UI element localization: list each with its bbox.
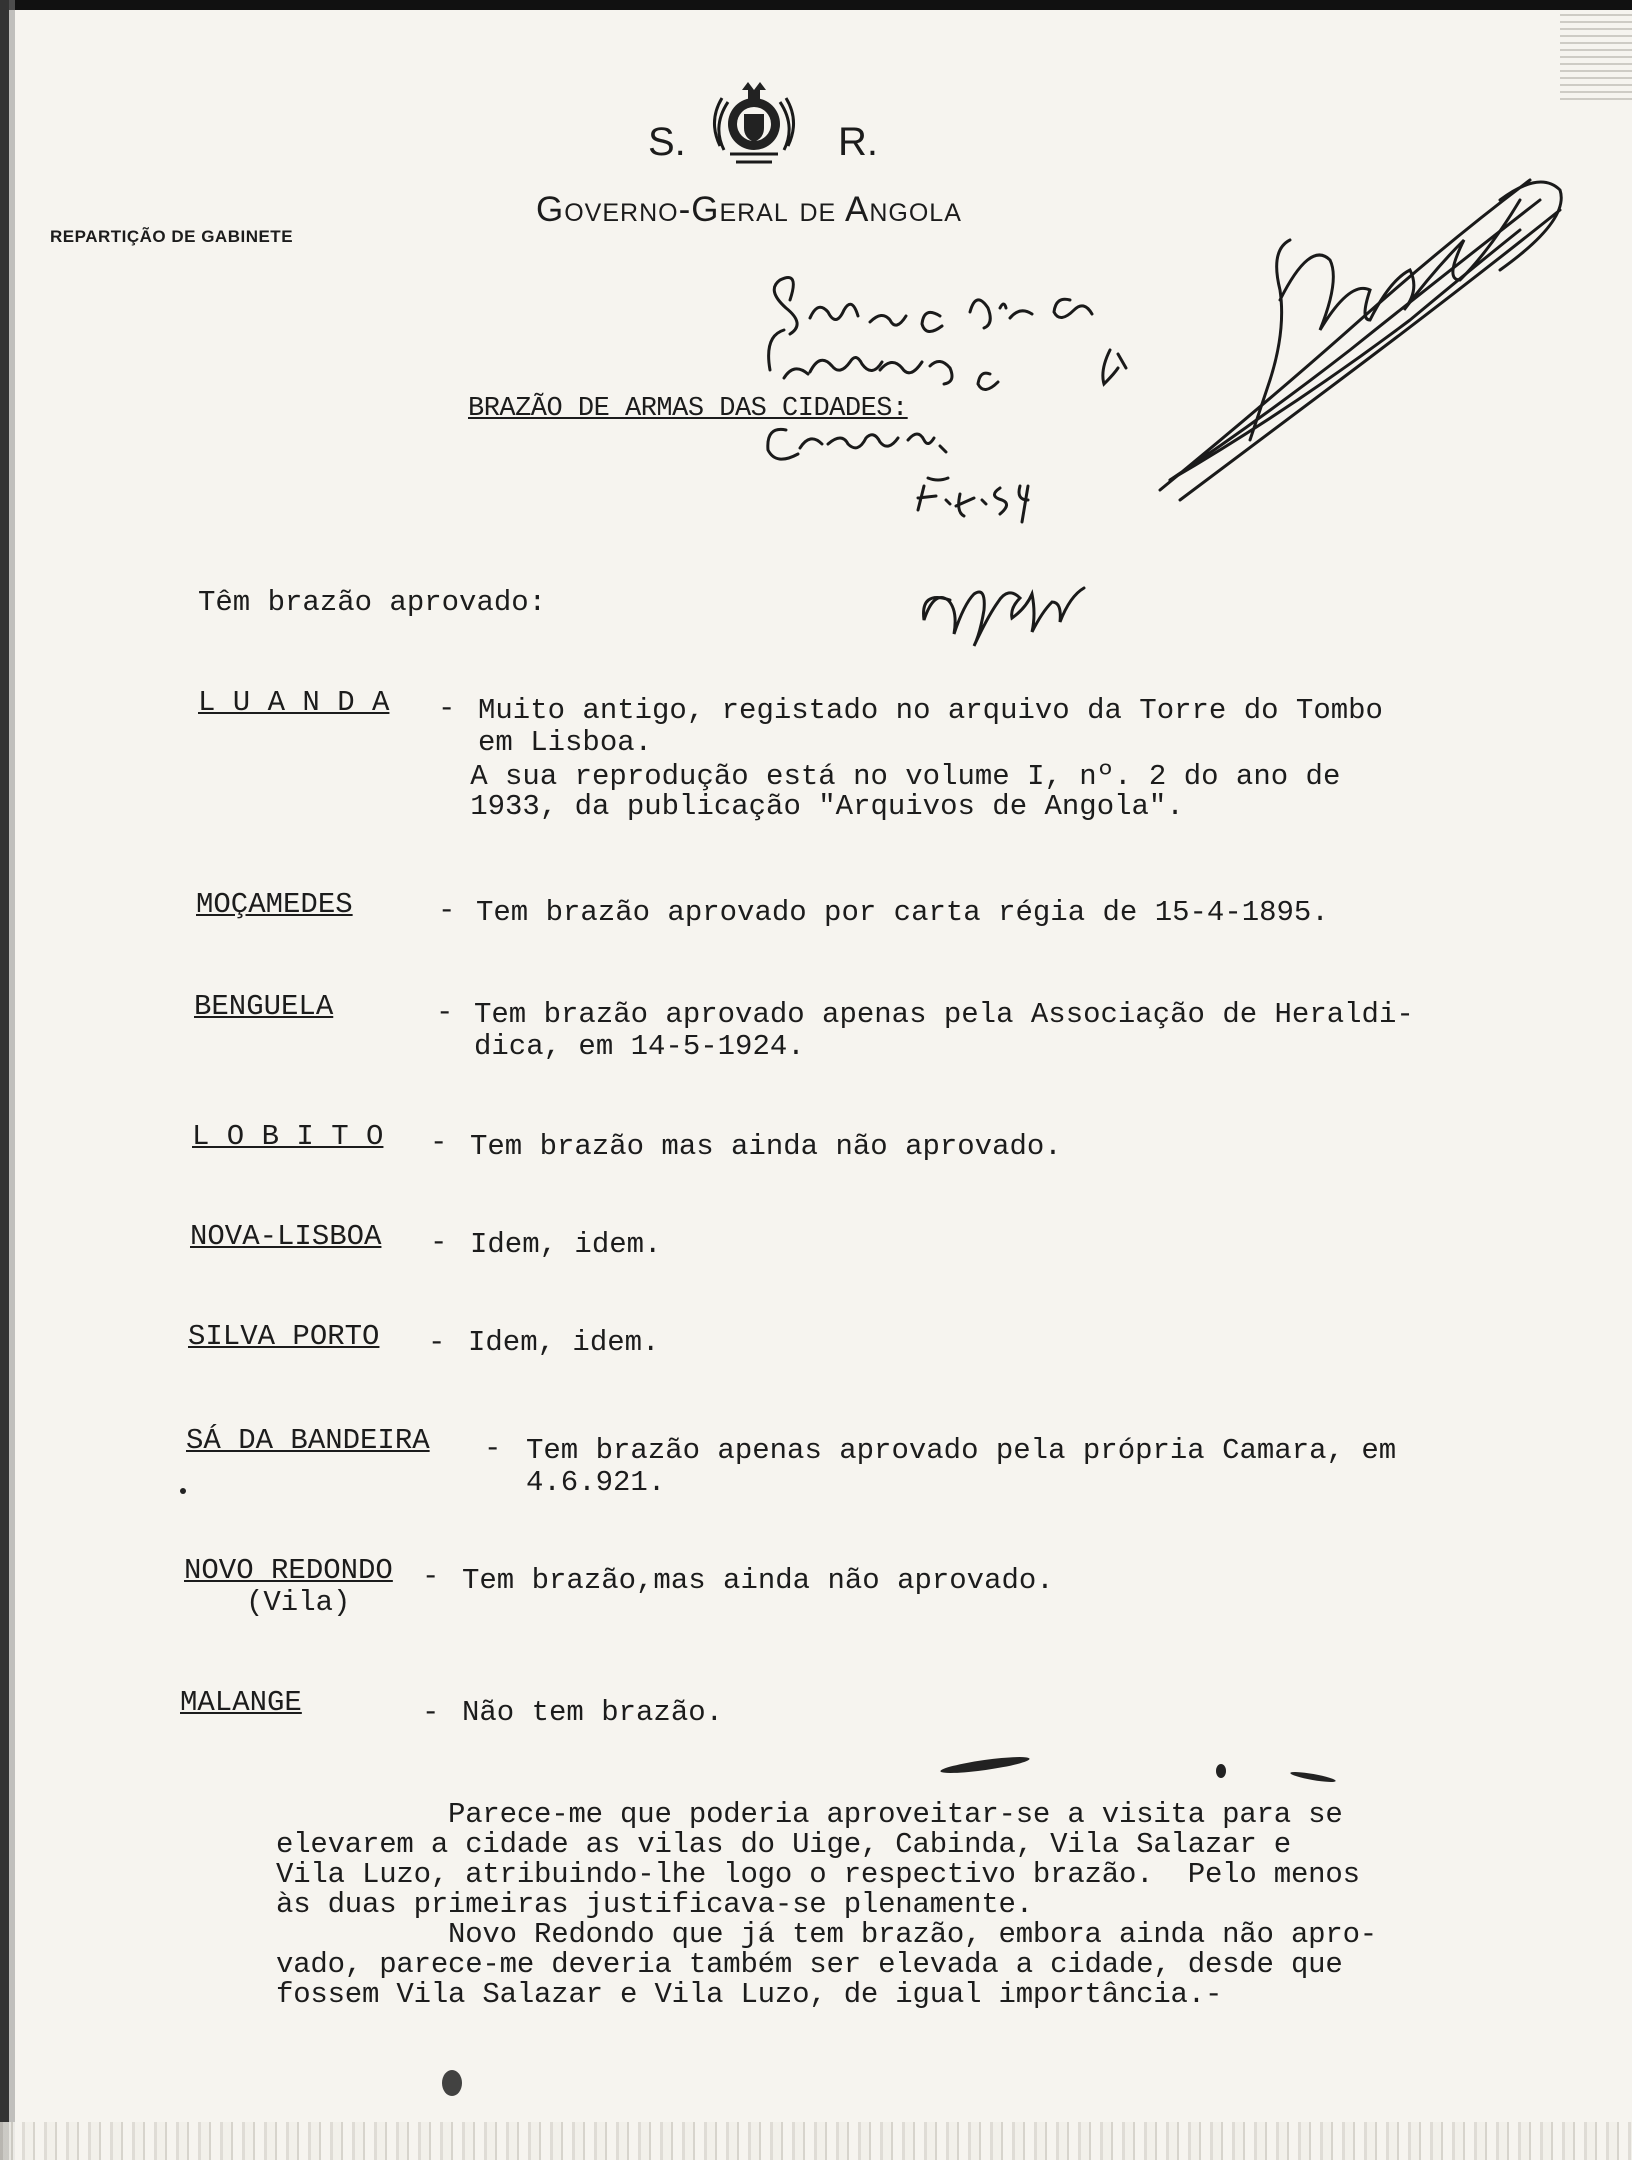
entry-dash: - (430, 1226, 448, 1259)
scan-edge-top (0, 0, 1632, 10)
city-novo-redondo-sub: (Vila) (246, 1586, 351, 1619)
entry-dash: - (438, 692, 456, 725)
document-title: BRAZÃO DE ARMAS DAS CIDADES: (468, 394, 908, 424)
ink-smudge (940, 1754, 1031, 1776)
city-sa-da-bandeira: SÁ DA BANDEIRA (186, 1424, 430, 1457)
header-s: S. (648, 120, 686, 164)
scan-edge-bottom (0, 2122, 1632, 2160)
ink-smudge (1216, 1764, 1226, 1778)
city-novo-redondo: NOVO REDONDO (184, 1554, 393, 1587)
desc-lobito: Tem brazão mas ainda não aprovado. (470, 1130, 1062, 1163)
closing-paragraph: Parece-me que poderia aproveitar-se a visita para se elevarem a cidade as vilas do Uige, Cabinda, Vila Salazar e Vila Luzo, atribuindo-lhe logo o respectivo brazão. Pelo menos às duas primeiras justificava-se plenamente. Novo Redondo que já tem brazão, embora ainda não apro- vado, parece-me deveria também ser elevada a cidade, desde que fossem Vila Salazar e Vila Luzo, de igual importância.- (276, 1798, 1377, 2011)
city-luanda: L U A N D A (198, 686, 390, 719)
government-title: Governo-Geral de Angola (536, 190, 962, 229)
department-label: REPARTIÇÃO DE GABINETE (50, 227, 294, 246)
desc-sa-da-bandeira-line2: 4.6.921. (526, 1466, 666, 1499)
entry-dash: - (422, 1696, 440, 1729)
city-mocamedes: MOÇAMEDES (196, 888, 353, 921)
desc-sa-da-bandeira-line1: Tem brazão apenas aprovado pela própria Camara, em (526, 1434, 1397, 1467)
ink-smudge (442, 2070, 462, 2096)
entry-dash: - (430, 1126, 448, 1159)
city-nova-lisboa: NOVA-LISBOA (190, 1220, 382, 1253)
ink-smudge (1290, 1770, 1336, 1784)
entry-dash: - (422, 1560, 440, 1593)
desc-novo-redondo: Tem brazão,mas ainda não aprovado. (462, 1564, 1054, 1597)
scan-corner-noise (1560, 10, 1632, 100)
desc-benguela-line2: dica, em 14-5-1924. (474, 1030, 805, 1063)
desc-benguela-line1: Tem brazão aprovado apenas pela Associação de Heraldi- (474, 998, 1414, 1031)
intro-text: Têm brazão aprovado: (198, 586, 547, 619)
entry-dash: - (428, 1326, 446, 1359)
desc-luanda-line3: A sua reprodução está no volume I, nº. 2 do ano de (418, 760, 1341, 793)
city-benguela: BENGUELA (194, 990, 334, 1023)
scan-edge-left (0, 0, 9, 2160)
header-r: R. (838, 120, 878, 164)
desc-mocamedes: Tem brazão aprovado por carta régia de 15-4-1895. (476, 896, 1329, 929)
city-malange: MALANGE (180, 1686, 302, 1719)
ink-dot (180, 1488, 186, 1494)
desc-malange: Não tem brazão. (462, 1696, 724, 1729)
scan-edge-shadow (9, 0, 15, 2160)
city-silva-porto: SILVA PORTO (188, 1320, 380, 1353)
desc-luanda-line4: 1933, da publicação "Arquivos de Angola". (418, 790, 1184, 823)
desc-luanda-line1: Muito antigo, registado no arquivo da Torre do Tombo (478, 694, 1383, 727)
city-lobito: L O B I T O (192, 1120, 384, 1153)
desc-silva-porto: Idem, idem. (468, 1326, 660, 1359)
entry-dash: - (438, 894, 456, 927)
desc-nova-lisboa: Idem, idem. (470, 1228, 662, 1261)
desc-luanda-line2: em Lisboa. (478, 726, 653, 759)
entry-dash: - (436, 996, 454, 1029)
coat-of-arms-icon (700, 76, 808, 176)
entry-dash: - (484, 1432, 502, 1465)
